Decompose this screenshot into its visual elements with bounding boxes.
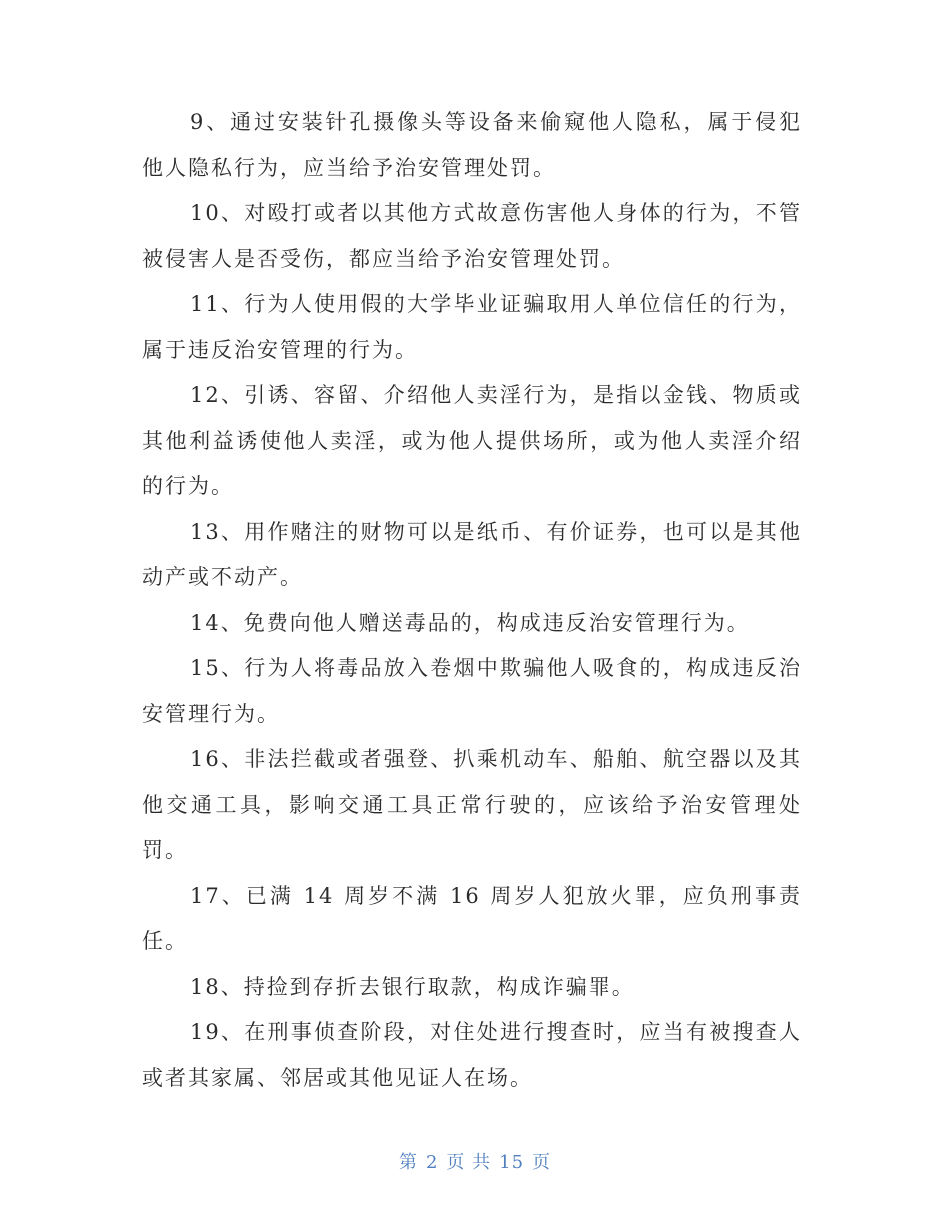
paragraph-13: 13、用作赌注的财物可以是纸币、有价证券，也可以是其他动产或不动产。 [142, 519, 802, 589]
paragraph-19: 19、在刑事侦查阶段，对住处进行搜查时，应当有被搜查人或者其家属、邻居或其他见证人在场。 [142, 1020, 802, 1090]
paragraph-9: 9、通过安装针孔摄像头等设备来偷窥他人隐私，属于侵犯他人隐私行为，应当给予治安管理处罚。 [142, 110, 802, 180]
current-page-number: 2 [425, 1152, 439, 1173]
paragraph-15: 15、行为人将毒品放入卷烟中欺骗他人吸食的，构成违反治安管理行为。 [142, 656, 802, 726]
paragraph-18: 18、持捡到存折去银行取款，构成诈骗罪。 [190, 974, 635, 999]
footer-suffix: 页 [532, 1152, 552, 1173]
footer-middle: 页 共 [446, 1152, 492, 1173]
paragraph-14: 14、免费向他人赠送毒品的，构成违反治安管理行为。 [190, 610, 750, 635]
paragraph-11: 11、行为人使用假的大学毕业证骗取用人单位信任的行为，属于违反治安管理的行为。 [142, 292, 802, 362]
paragraph-12: 12、引诱、容留、介绍他人卖淫行为，是指以金钱、物质或其他利益诱使他人卖淫，或为他人提供场所，或为他人卖淫介绍的行为。 [142, 383, 802, 498]
paragraph-17: 17、已满 14 周岁不满 16 周岁人犯放火罪，应负刑事责任。 [142, 883, 802, 953]
total-page-count: 15 [499, 1152, 525, 1173]
paragraph-16: 16、非法拦截或者强登、扒乘机动车、船舶、航空器以及其他交通工具，影响交通工具正常行驶的，应该给予治安管理处罚。 [142, 747, 802, 862]
paragraph-10: 10、对殴打或者以其他方式故意伤害他人身体的行为，不管被侵害人是否受伤，都应当给予治安管理处罚。 [142, 201, 802, 271]
page-number-footer [0, 1148, 950, 1174]
footer-prefix: 第 [398, 1152, 418, 1173]
document-body [142, 100, 802, 1101]
